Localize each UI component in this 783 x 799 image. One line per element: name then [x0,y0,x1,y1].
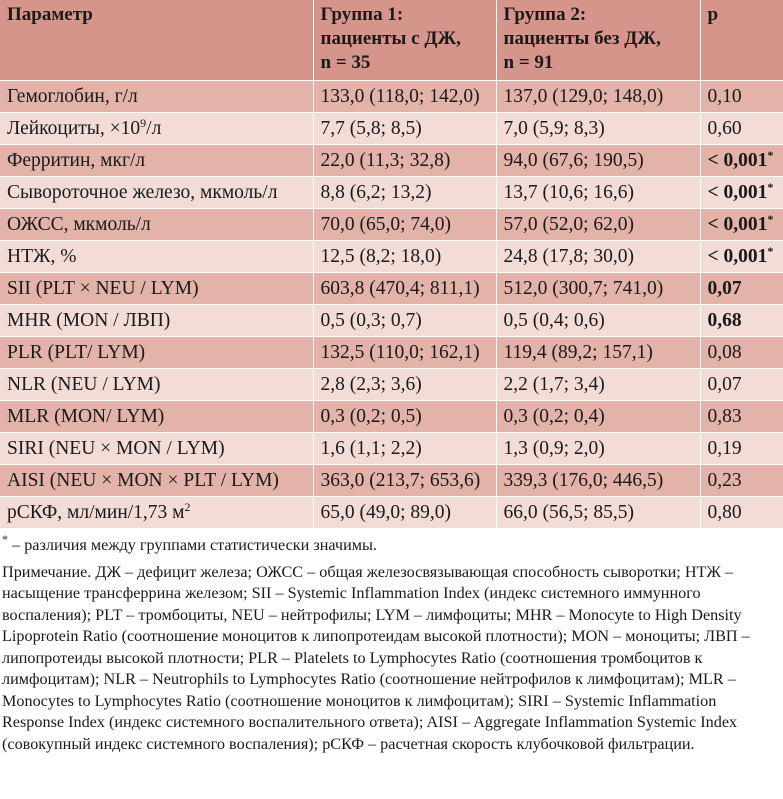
header-group2: Группа 2: пациенты без ДЖ, n = 91 [496,0,700,81]
cell-parameter: SII (PLT × NEU / LYM) [0,273,313,305]
cell-group2: 2,2 (1,7; 3,4) [496,369,700,401]
cell-p-value: 0,10 [700,81,783,113]
cell-group1: 7,7 (5,8; 8,5) [313,113,496,145]
table-row [0,241,783,273]
cell-p-value: 0,07 [700,369,783,401]
cell-group2: 512,0 (300,7; 741,0) [496,273,700,305]
significance-star: * [767,148,774,162]
cell-group2: 7,0 (5,9; 8,3) [496,113,700,145]
cell-parameter: Сывороточное железо, мкмоль/л [0,177,313,209]
cell-group2: 137,0 (129,0; 148,0) [496,81,700,113]
table-row [0,433,783,465]
cell-parameter: ОЖСС, мкмоль/л [0,209,313,241]
cell-p-value: < 0,001* [700,145,783,177]
cell-group2: 339,3 (176,0; 446,5) [496,465,700,497]
table-row [0,401,783,433]
cell-p-value: < 0,001* [700,209,783,241]
header-p: р [700,0,783,81]
cell-group1: 363,0 (213,7; 653,6) [313,465,496,497]
table-row [0,113,783,145]
cell-p-value: < 0,001* [700,177,783,209]
abbreviations-note: Примечание. ДЖ – дефицит железа; ОЖСС – общая железосвязывающая способность сыворотки; НТЖ – насыщение трансферрина железом; SII – Systemic Inflammation Index (индекс системного иммунного воспаления); PLT – тромбоциты, NEU – нейтрофилы; LYM – лимфоциты; MHR – Monocyte to High Density Lipoprotein Ratio (соотношение моноцитов к липопротеидам высокой плотности); MON – моноциты; ЛВП – липопротеиды высокой плотности; PLR – Platelets to Lymphocytes Ratio (соотношения тромбоцитов к лимфоцитам); NLR – Neutrophils to Lymphocytes Ratio (соотношение нейтрофилов к лимфоцитам); MLR – Monocytes to Lymphocytes Ratio (соотношение моноцитов к лимфоцитам); SIRI – Systemic Inflammation Response Index (индекс системного воспалительного ответа); AISI – Aggregate Inflammation Systemic Index (совокупный индекс системного воспаления); рСКФ – расчетная скорость клубочковой фильтрации. [2,562,750,753]
cell-group2: 94,0 (67,6; 190,5) [496,145,700,177]
cell-parameter: PLR (PLT/ LYM) [0,337,313,369]
cell-group2: 119,4 (89,2; 157,1) [496,337,700,369]
cell-group1: 132,5 (110,0; 162,1) [313,337,496,369]
cell-parameter: Лейкоциты, $\times 10^9/л$ [0,113,313,145]
cell-group1: 22,0 (11,3; 32,8) [313,145,496,177]
footnote-text: – различия между группами статистически значимы. [8,536,377,554]
cell-group2: 1,3 (0,9; 2,0) [496,433,700,465]
significance-star: * [767,244,774,258]
cell-p-value: < 0,001* [700,241,783,273]
cell-group2: 24,8 (17,8; 30,0) [496,241,700,273]
cell-group2: 66,0 (56,5; 85,5) [496,497,700,529]
cell-group1: 2,8 (2,3; 3,6) [313,369,496,401]
cell-group1: 0,5 (0,3; 0,7) [313,305,496,337]
cell-p-value: 0,80 [700,497,783,529]
table-row [0,81,783,113]
cell-p-value: 0,68 [700,305,783,337]
significance-star: * [767,180,774,194]
cell-group1: 133,0 (118,0; 142,0) [313,81,496,113]
cell-parameter: рСКФ, мл/мин/1,73 $м^2$ [0,497,313,529]
cell-p-value: 0,08 [700,337,783,369]
significance-star: * [767,212,774,226]
cell-group1: 0,3 (0,2; 0,5) [313,401,496,433]
table-row [0,369,783,401]
cell-parameter: Гемоглобин, г/л [0,81,313,113]
cell-parameter: НТЖ, % [0,241,313,273]
table-body [0,81,783,529]
cell-group2: 57,0 (52,0; 62,0) [496,209,700,241]
table-row [0,209,783,241]
cell-p-value: 0,83 [700,401,783,433]
cell-p-value: 0,19 [700,433,783,465]
cell-group2: 0,3 (0,2; 0,4) [496,401,700,433]
cell-p-value: 0,23 [700,465,783,497]
footnote-star: * [2,532,8,546]
cell-group1: 70,0 (65,0; 74,0) [313,209,496,241]
cell-parameter: AISI (NEU × MON × PLT / LYM) [0,465,313,497]
cell-group1: 65,0 (49,0; 89,0) [313,497,496,529]
footnote [0,532,783,557]
cell-parameter: MHR (MON / ЛВП) [0,305,313,337]
header-group1: Группа 1: пациенты с ДЖ, n = 35 [313,0,496,81]
cell-group1: 8,8 (6,2; 13,2) [313,177,496,209]
cell-group1: 1,6 (1,1; 2,2) [313,433,496,465]
table-row [0,337,783,369]
header-param: Параметр [0,0,313,81]
cell-group1: 603,8 (470,4; 811,1) [313,273,496,305]
table-header-row [0,0,783,81]
table-row [0,305,783,337]
cell-group2: 13,7 (10,6; 16,6) [496,177,700,209]
table-row [0,465,783,497]
table-row [0,273,783,305]
cell-parameter: NLR (NEU / LYM) [0,369,313,401]
table-row [0,145,783,177]
table-row [0,177,783,209]
cell-group1: 12,5 (8,2; 18,0) [313,241,496,273]
table-row [0,497,783,529]
cell-group2: 0,5 (0,4; 0,6) [496,305,700,337]
cell-p-value: 0,60 [700,113,783,145]
cell-parameter: Ферритин, мкг/л [0,145,313,177]
cell-parameter: SIRI (NEU × MON / LYM) [0,433,313,465]
cell-p-value: 0,07 [700,273,783,305]
cell-parameter: MLR (MON/ LYM) [0,401,313,433]
